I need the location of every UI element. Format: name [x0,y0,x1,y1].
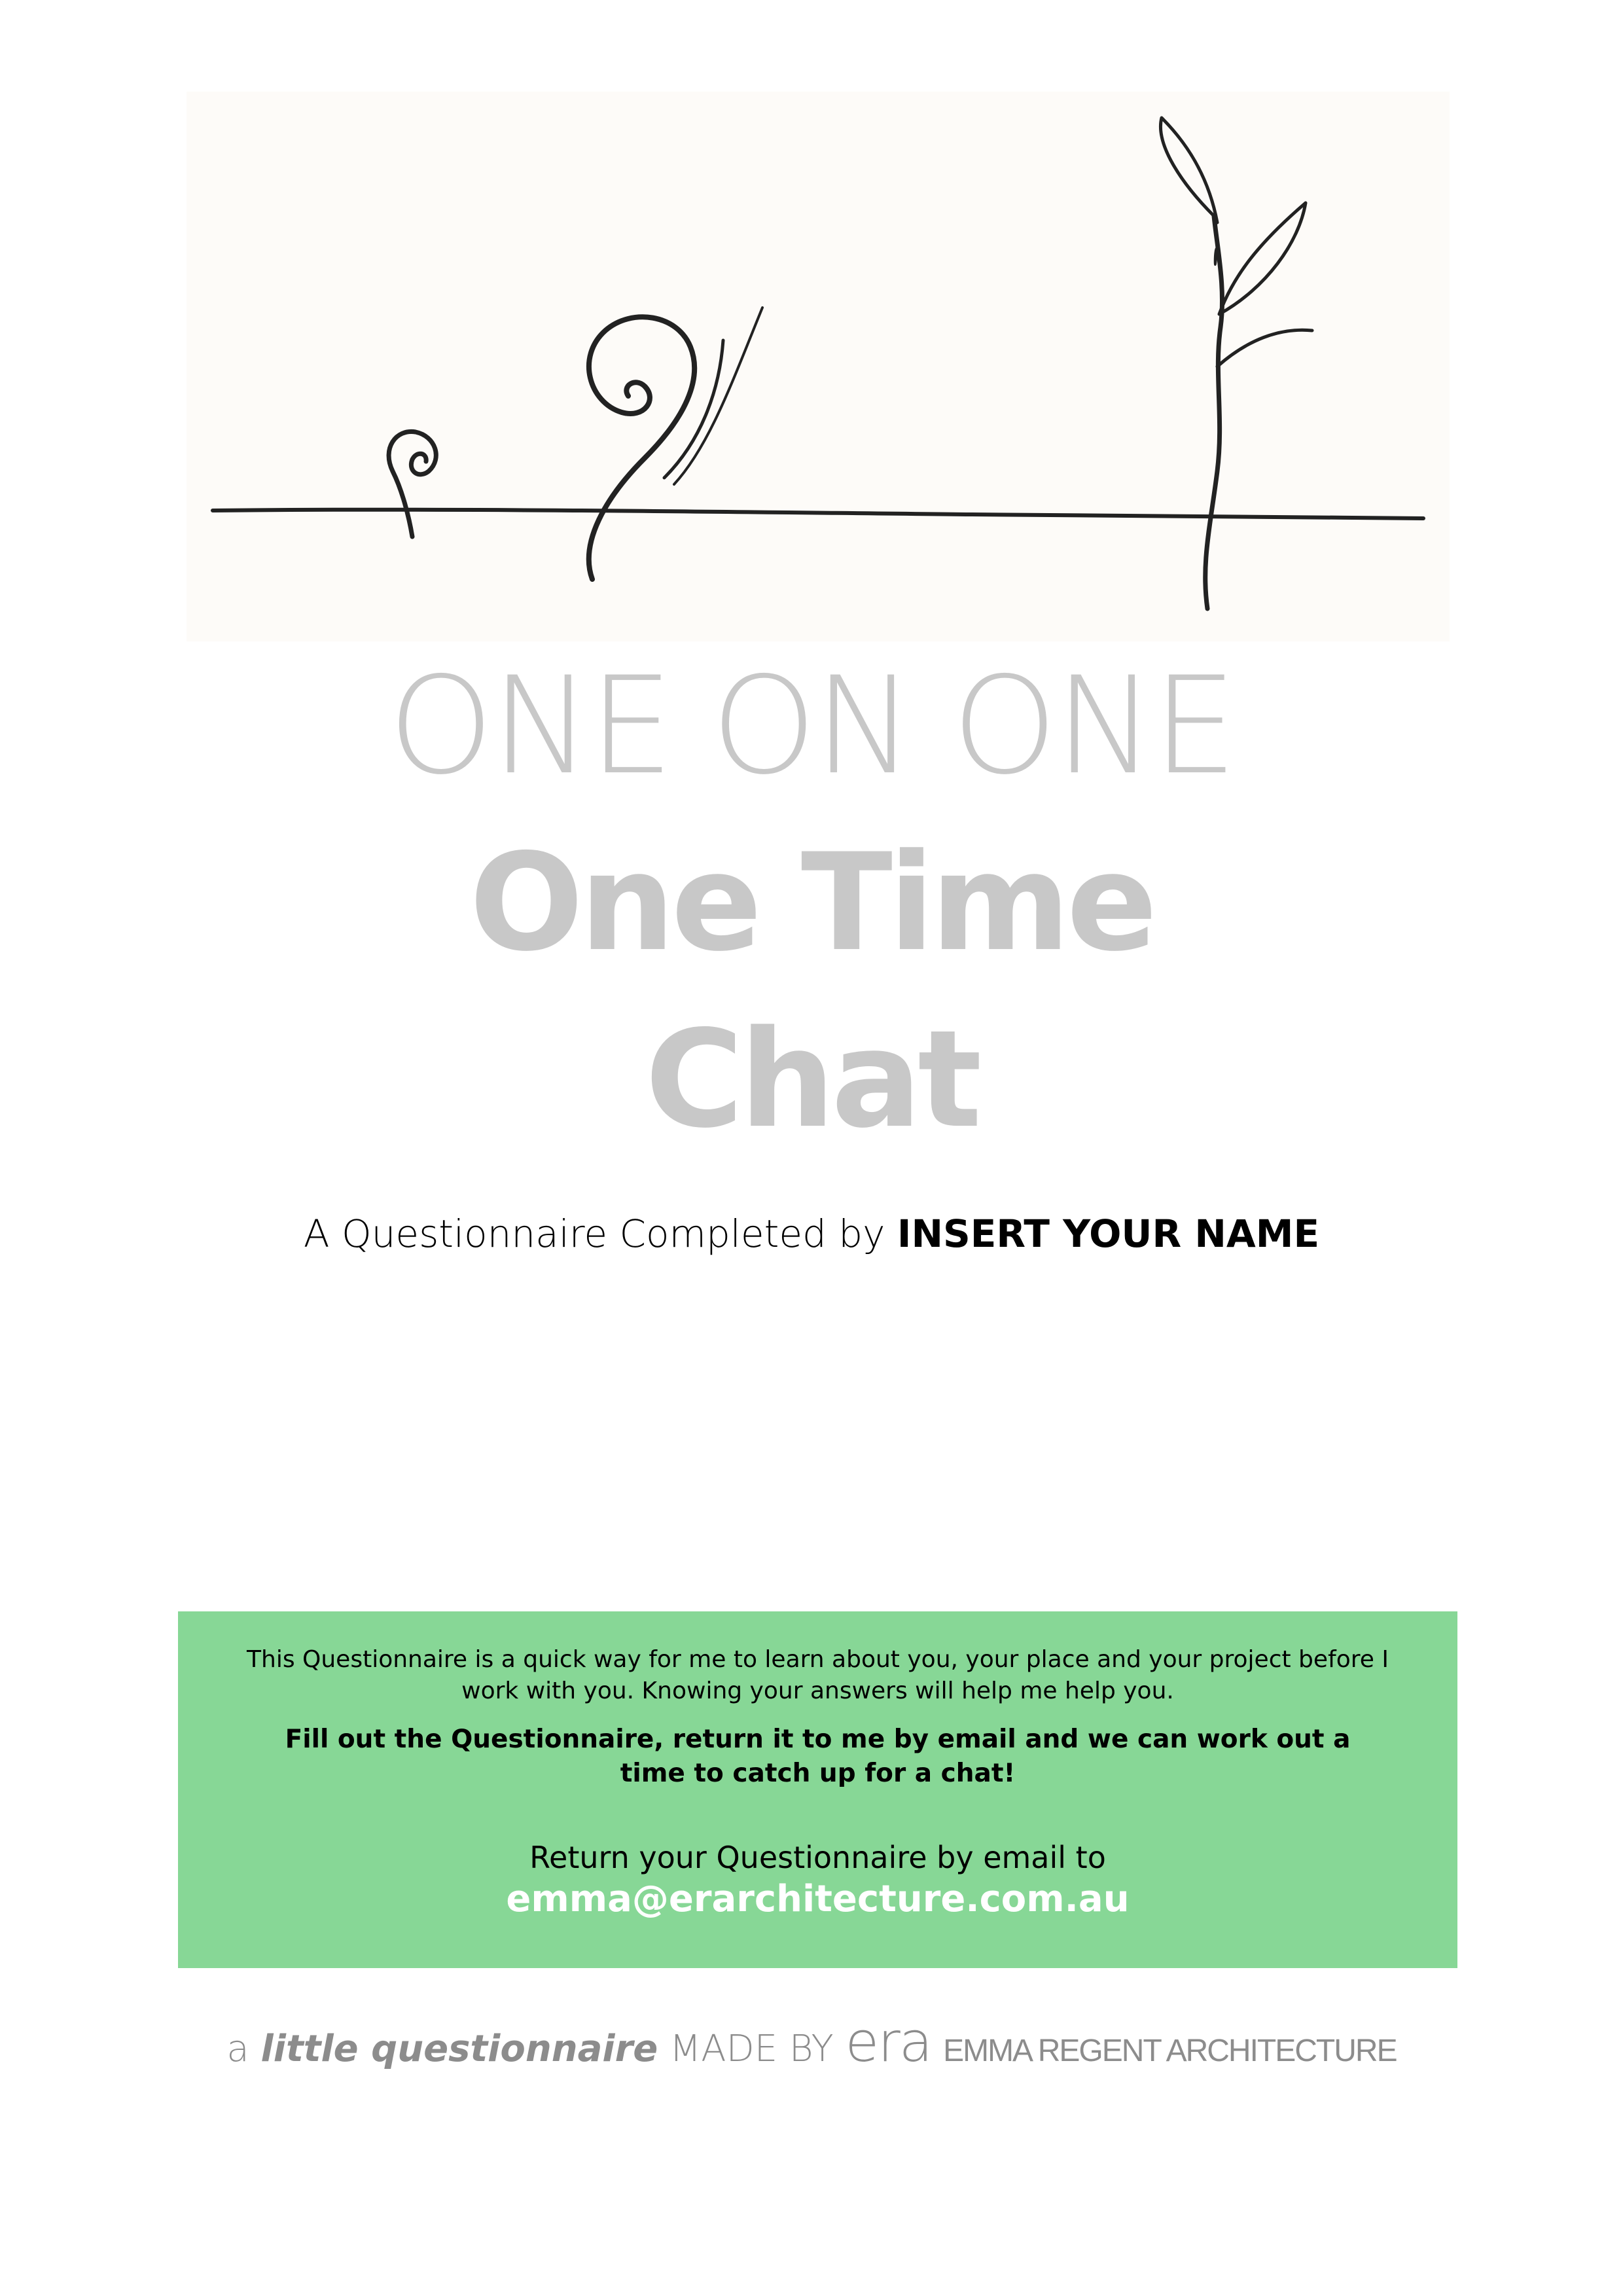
plant-illustration [187,92,1450,641]
title-one-time: One Time [469,825,1154,981]
completed-by-name[interactable]: INSERT YOUR NAME [897,1211,1320,1256]
illustration-background [187,92,1450,641]
title-chat: Chat [645,1002,978,1158]
intro-text: This Questionnaire is a quick way for me to learn about you, your place and your project before I work with you. Knowing your answers will help me help you. [247,1646,1389,1704]
footer-lead: a [226,2028,249,2070]
info-box [178,1611,1457,1968]
footer-credit [0,2010,1623,2081]
completed-by-line [0,1211,1623,1257]
instruction-text: Fill out the Questionnaire, return it to me by email and we can work out a time to catch up for a chat! [285,1725,1351,1788]
completed-by-prefix: A Questionnaire Completed by [303,1211,885,1256]
footer-full-name: EMMA REGENT ARCHITECTURE [943,2034,1397,2068]
sprouting-plants-icon [187,92,1450,641]
footer-made-by: MADE BY [669,2028,834,2070]
title-one-on-one: ONE ON ONE [388,649,1235,804]
footer-emphasis: little questionnaire [260,2028,658,2070]
return-label: Return your Questionnaire by email to [529,1840,1106,1875]
return-email-link[interactable]: emma@erarchitecture.com.au [506,1878,1130,1920]
footer-brand-logo: era [845,2010,932,2074]
